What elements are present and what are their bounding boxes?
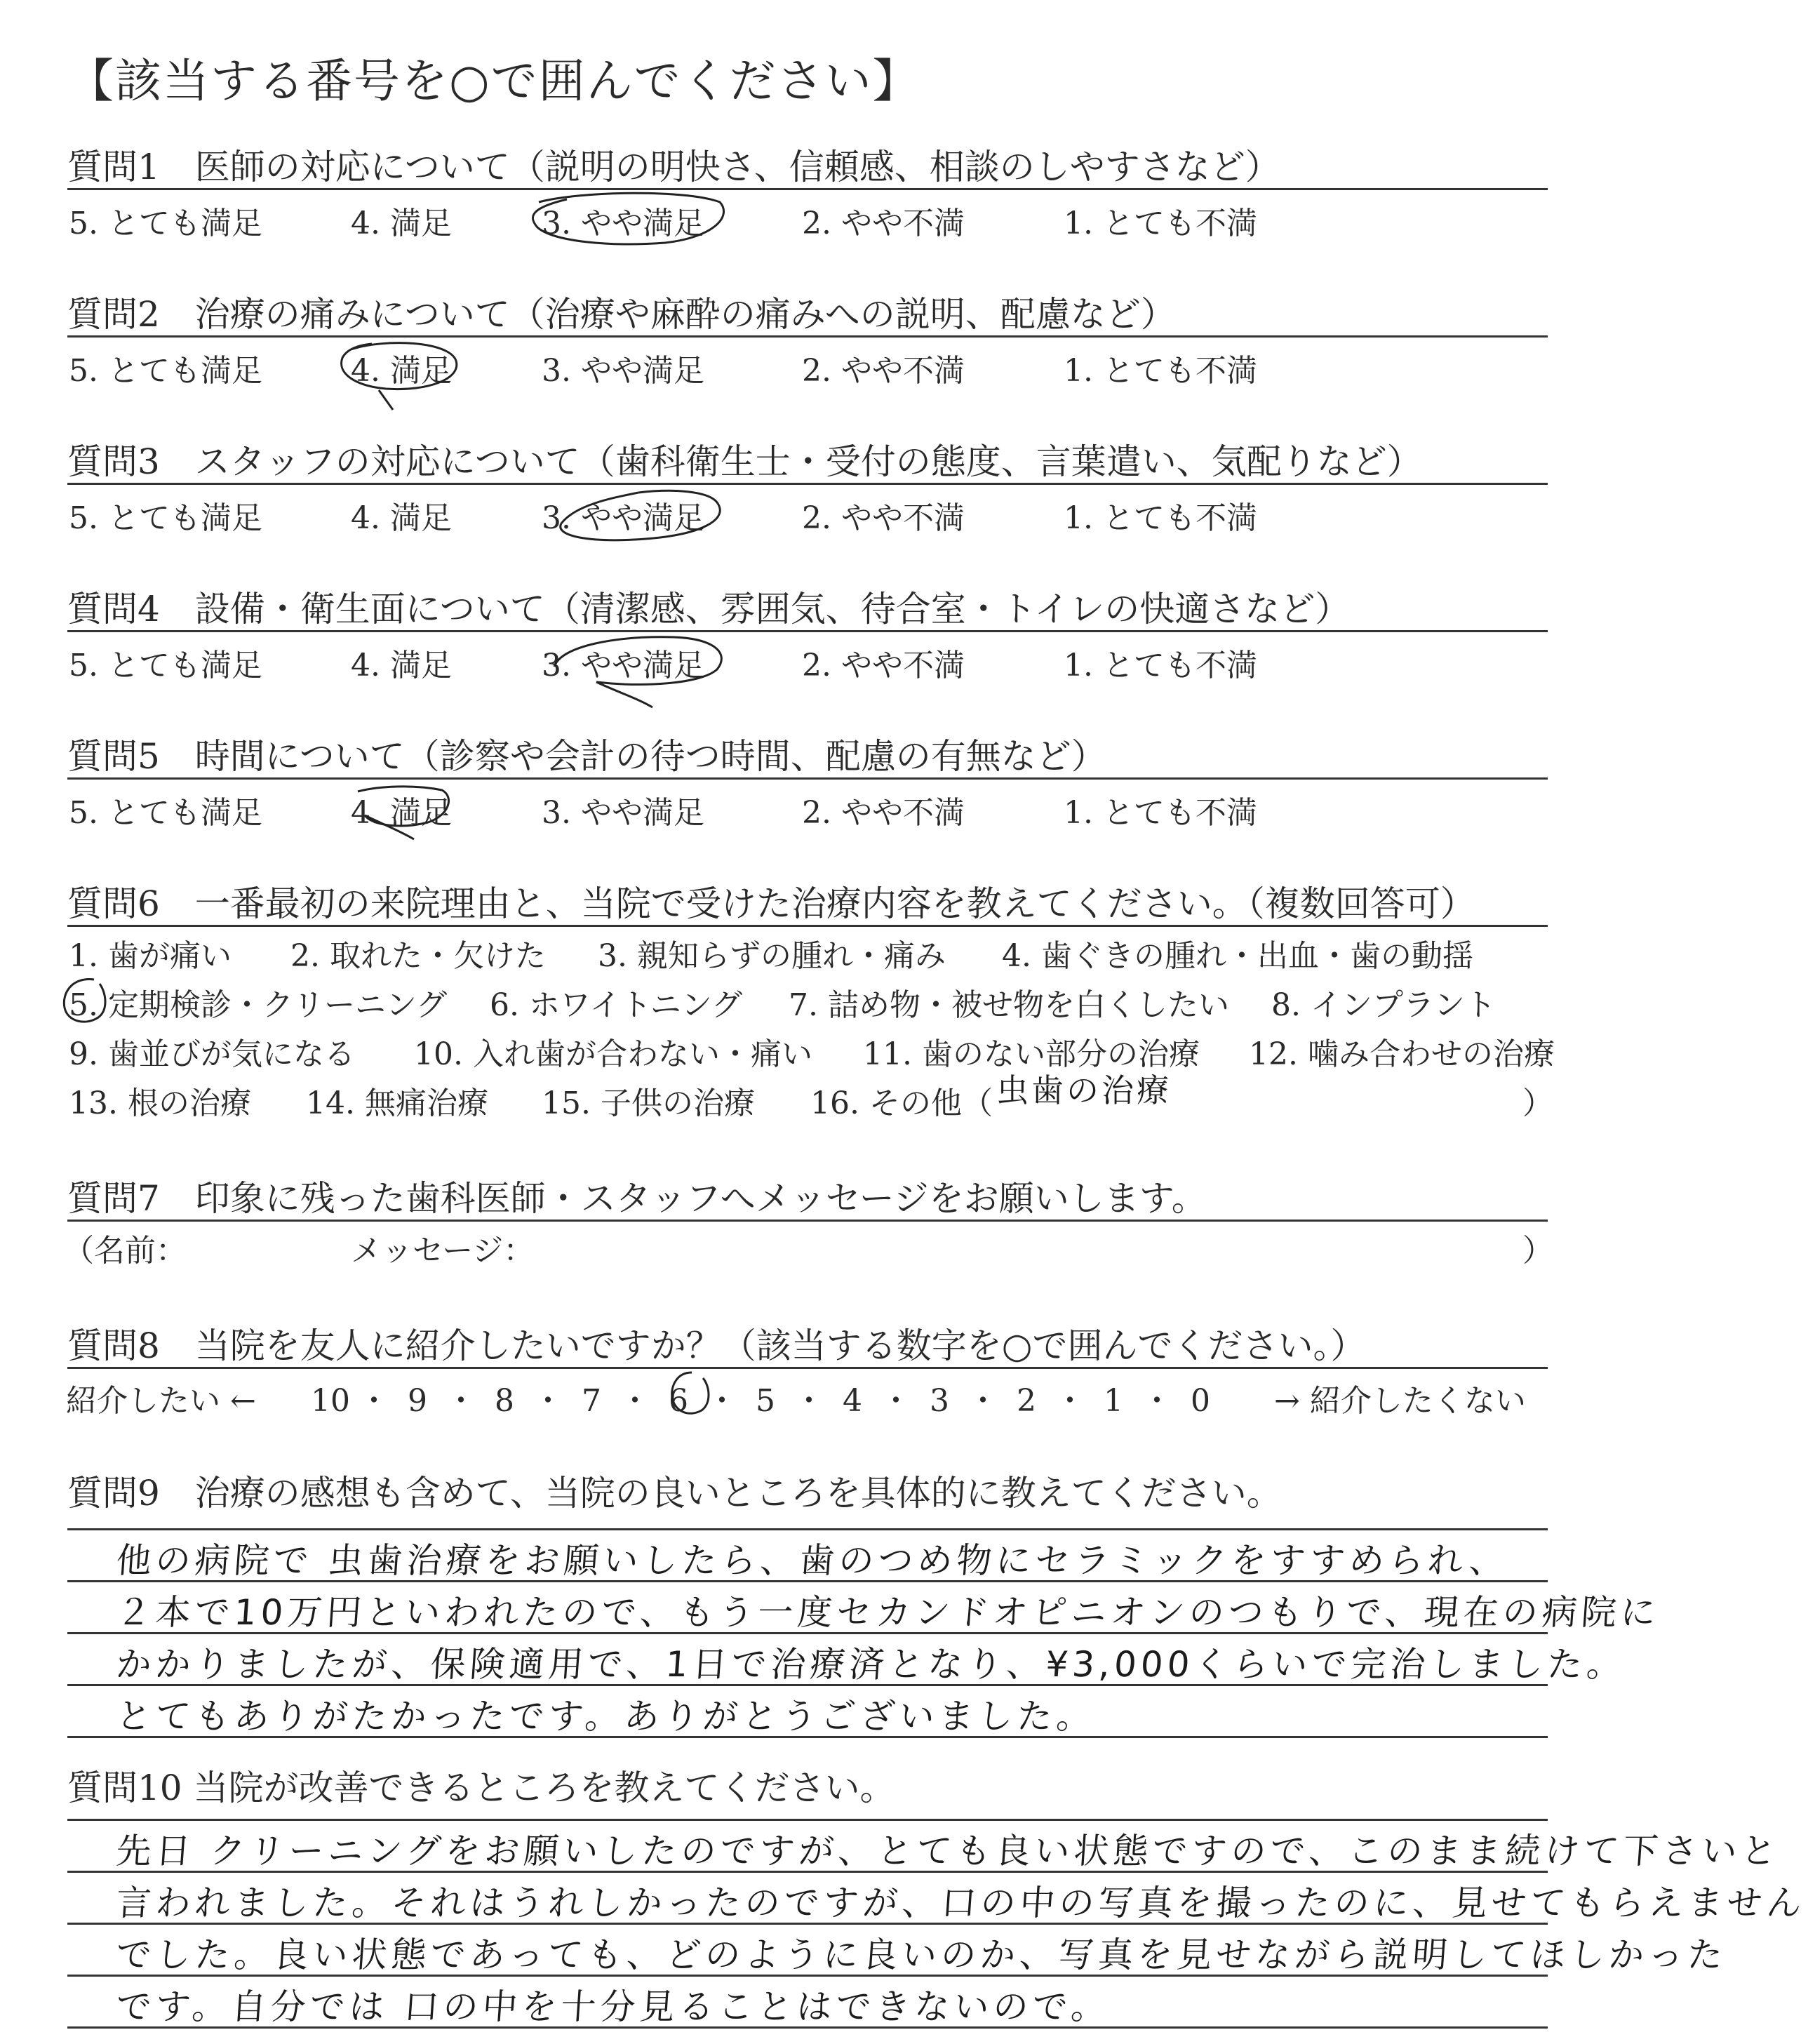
q8-scale-separator: ・ [1141, 1383, 1172, 1419]
q2-option-2[interactable]: 2. やや不満 [802, 353, 965, 389]
question-4-underline [67, 630, 1548, 632]
q2-option-4[interactable]: 4. 満足 [351, 353, 452, 389]
q6-other-answer[interactable]: 虫歯の治療 [996, 1071, 1172, 1109]
question-3-underline [67, 483, 1548, 485]
q8-scale-separator: ・ [967, 1383, 998, 1419]
q1-option-4[interactable]: 4. 満足 [351, 206, 452, 241]
question-7-underline [67, 1220, 1548, 1222]
q8-scale-value-9[interactable]: 9 [408, 1383, 427, 1419]
question-5-underline [67, 777, 1548, 780]
question-9: 質問9 治療の感想も含めて、当院の良いところを具体的に教えてください。 [67, 1473, 1282, 1514]
question-6-underline [67, 925, 1548, 927]
q10-answer-line-4[interactable]: です。自分では 口の中を十分見ることはできないので。 [114, 1986, 1112, 2027]
question-5: 質問5 時間について（診察や会計の待つ時間、配慮の有無など） [67, 736, 1106, 777]
question-10: 質問10 当院が改善できるところを教えてください。 [67, 1768, 895, 1808]
q6-other-close-paren: ） [1522, 1086, 1553, 1121]
q8-scale-separator: ・ [793, 1383, 824, 1419]
q10-answer-line-2[interactable]: 言われました。それはうれしかったのですが、口の中の写真を撮ったのに、見せてもらえません [114, 1883, 1807, 1923]
question-7: 質問7 印象に残った歯科医師・スタッフへメッセージをお願いします。 [67, 1178, 1207, 1219]
q8-scale-separator: ・ [446, 1383, 476, 1419]
q4-option-4[interactable]: 4. 満足 [351, 648, 452, 683]
q4-option-2[interactable]: 2. やや不満 [802, 648, 965, 683]
q1-option-5[interactable]: 5. とても満足 [69, 206, 262, 241]
q5-option-4[interactable]: 4. 満足 [351, 795, 452, 831]
q10-answer-line-1[interactable]: 先日 クリーニングをお願いしたのですが、とても良い状態ですので、このまま続けて下さいと [114, 1831, 1782, 1871]
q6-option-13[interactable]: 13. 根の治療 [69, 1086, 251, 1121]
q6-option-11[interactable]: 11. 歯のない部分の治療 [863, 1036, 1200, 1072]
q3-option-4[interactable]: 4. 満足 [351, 500, 452, 536]
q9-answer-line-4[interactable]: とてもありがたかったです。ありがとうございました。 [114, 1696, 1097, 1737]
q4-option-5[interactable]: 5. とても満足 [69, 648, 262, 683]
q2-option-1[interactable]: 1. とても不満 [1064, 353, 1257, 389]
q7-close-paren: ） [1522, 1233, 1553, 1269]
q8-scale-separator: ・ [533, 1383, 563, 1419]
q8-scale-value-2[interactable]: 2 [1017, 1383, 1036, 1419]
q1-option-2[interactable]: 2. やや不満 [802, 206, 965, 241]
page-title: 【該当する番号を○で囲んでください】 [67, 54, 920, 108]
q8-scale-value-6[interactable]: 6 [669, 1383, 688, 1419]
q8-scale-value-4[interactable]: 4 [843, 1383, 862, 1419]
question-4: 質問4 設備・衛生面について（清潔感、雰囲気、待合室・トイレの快適さなど） [67, 589, 1351, 629]
q8-scale-separator: ・ [707, 1383, 737, 1419]
q8-scale-separator: ・ [359, 1383, 389, 1419]
q6-option-16[interactable]: 16. その他（ [810, 1086, 993, 1121]
q10-answer-line-3[interactable]: でした。良い状態であっても、どのように良いのか、写真を見せながら説明してほしかった [114, 1935, 1729, 1975]
question-8-underline [67, 1367, 1548, 1369]
q8-left-label: 紹介したい ← [66, 1383, 256, 1419]
q6-option-7[interactable]: 7. 詰め物・被せ物を白くしたい [789, 987, 1229, 1023]
q8-scale [309, 1375, 1222, 1420]
q8-scale-value-7[interactable]: 7 [582, 1383, 601, 1419]
question-8: 質問8 当院を友人に紹介したいですか？（該当する数字を○で囲んでください。） [67, 1325, 1366, 1366]
q8-scale-value-0[interactable]: 0 [1191, 1383, 1210, 1419]
q5-option-1[interactable]: 1. とても不満 [1064, 795, 1257, 831]
q8-scale-value-10[interactable]: 10 [311, 1383, 350, 1419]
q3-option-3[interactable]: 3. やや満足 [542, 500, 704, 536]
q5-option-3[interactable]: 3. やや満足 [542, 795, 704, 831]
q8-scale-value-5[interactable]: 5 [756, 1383, 775, 1419]
question-1: 質問1 医師の対応について（説明の明快さ、信頼感、相談のしやすさなど） [67, 147, 1280, 187]
q6-option-6[interactable]: 6. ホワイトニング [490, 987, 743, 1023]
q3-option-5[interactable]: 5. とても満足 [69, 500, 262, 536]
q6-option-14[interactable]: 14. 無痛治療 [306, 1086, 488, 1121]
q6-option-12[interactable]: 12. 噛み合わせの治療 [1249, 1036, 1555, 1072]
question-2: 質問2 治療の痛みについて（治療や麻酔の痛みへの説明、配慮など） [67, 294, 1176, 335]
q1-option-1[interactable]: 1. とても不満 [1064, 206, 1257, 241]
q2-option-5[interactable]: 5. とても満足 [69, 353, 262, 389]
q10-rule-0 [67, 1819, 1548, 1821]
q7-name-label: （名前： [63, 1233, 187, 1269]
q8-scale-value-8[interactable]: 8 [495, 1383, 514, 1419]
q8-right-label: → 紹介したくない [1274, 1383, 1526, 1419]
q9-answer-line-2[interactable]: ２本で10万円といわれたので、もう一度セカンドオピニオンのつもりで、現在の病院に [114, 1592, 1661, 1633]
q8-scale-separator: ・ [1054, 1383, 1085, 1419]
q8-scale-value-1[interactable]: 1 [1104, 1383, 1123, 1419]
q7-message-label: メッセージ： [351, 1233, 535, 1269]
q9-answer-line-1[interactable]: 他の病院で 虫歯治療をお願いしたら、歯のつめ物にセラミックをすすめられ、 [114, 1540, 1511, 1581]
q6-option-3[interactable]: 3. 親知らずの腫れ・痛み [598, 938, 946, 974]
q5-option-5[interactable]: 5. とても満足 [69, 795, 262, 831]
q6-option-9[interactable]: 9. 歯並びが気になる [69, 1036, 355, 1072]
q6-option-1[interactable]: 1. 歯が痛い [69, 938, 232, 974]
q6-option-4[interactable]: 4. 歯ぐきの腫れ・出血・歯の動揺 [1002, 938, 1473, 974]
q2-option-3[interactable]: 3. やや満足 [542, 353, 704, 389]
q1-option-3[interactable]: 3. やや満足 [542, 206, 704, 241]
q4-option-3[interactable]: 3. やや満足 [542, 648, 704, 683]
question-3: 質問3 スタッフの対応について（歯科衛生士・受付の態度、言葉遣い、気配りなど） [67, 441, 1422, 482]
q8-scale-value-3[interactable]: 3 [930, 1383, 949, 1419]
q6-option-8[interactable]: 8. インプラント [1271, 987, 1496, 1023]
q3-option-1[interactable]: 1. とても不満 [1064, 500, 1257, 536]
q6-option-15[interactable]: 15. 子供の治療 [542, 1086, 755, 1121]
q8-scale-separator: ・ [880, 1383, 911, 1419]
q4-option-1[interactable]: 1. とても不満 [1064, 648, 1257, 683]
q3-option-2[interactable]: 2. やや不満 [802, 500, 965, 536]
q9-rule-0 [67, 1528, 1548, 1530]
q6-option-5[interactable]: 5. 定期検診・クリーニング [69, 987, 448, 1023]
q9-answer-line-3[interactable]: かかりましたが、保険適用で、1日で治療済となり、¥3,000くらいで完治しました。 [114, 1644, 1628, 1685]
q6-option-2[interactable]: 2. 取れた・欠けた [290, 938, 546, 974]
question-1-underline [67, 188, 1548, 190]
q8-scale-separator: ・ [620, 1383, 650, 1419]
q6-option-10[interactable]: 10. 入れ歯が合わない・痛い [414, 1036, 812, 1072]
question-2-underline [67, 335, 1548, 338]
question-6: 質問6 一番最初の来院理由と、当院で受けた治療内容を教えてください。（複数回答可） [67, 883, 1475, 924]
q5-option-2[interactable]: 2. やや不満 [802, 795, 965, 831]
